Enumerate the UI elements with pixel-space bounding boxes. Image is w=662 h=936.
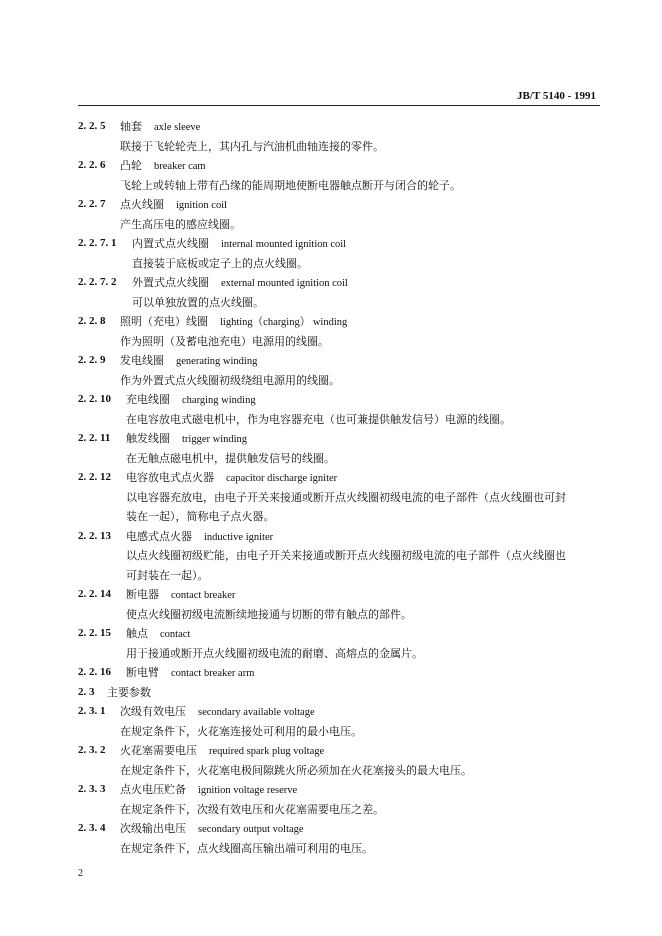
entry-number: 2. 2. 16 [78,666,111,678]
entry-heading [0,468,662,488]
entry-heading [0,624,662,644]
entry-term-english: contact breaker arm [171,668,255,679]
entry-term: 断电器 [126,588,159,601]
entry-definition-line [0,839,662,859]
entry-term-english: required spark plug voltage [209,746,325,757]
entry-heading [0,351,662,371]
entry-term-english: ignition coil [176,200,228,211]
entry-term-english: external mounted ignition coil [221,278,348,289]
header-rule [78,105,600,106]
entry-number: 2. 2. 10 [78,393,111,405]
entry-definition: 使点火线圈初级电流断续地接通与切断的带有触点的部件。 [126,607,412,621]
entry-number: 2. 2. 6 [78,159,106,171]
entry-number: 2. 2. 14 [78,588,111,600]
entry-heading [0,663,662,683]
entry-definition-line [0,293,662,313]
entry-definition: 以电容器充放电，由电子开关来接通或断开点火线圈初级电流的电子部件（点火线圈也可封 [126,490,566,504]
entry-number: 2. 2. 8 [78,315,106,327]
entry-number: 2. 2. 7. 2 [78,276,117,288]
page-number: 2 [78,868,83,879]
entry-term: 照明（充电）线圈 [120,315,208,328]
entry-term-english: secondary available voltage [198,707,315,718]
entry-definition: 联接于飞轮轮壳上，其内孔与汽油机曲轴连接的零件。 [120,139,384,153]
entry-number: 2. 2. 7. 1 [78,237,117,249]
entry-heading [0,273,662,293]
entry-term: 充电线圈 [126,393,170,406]
entry-definition-line [0,176,662,196]
entry-term: 外置式点火线圈 [132,276,209,289]
entry-definition: 在无触点磁电机中，提供触发信号的线圈。 [126,451,335,465]
entry-number: 2. 3. 4 [78,822,106,834]
entry-definition: 可以单独放置的点火线圈。 [132,295,264,309]
entry-heading [0,390,662,410]
entry-definition-line [0,488,662,508]
entry-heading [0,195,662,215]
entry-term-english: ignition voltage reserve [198,785,298,796]
entry-term-english: trigger winding [182,434,248,445]
entry-definition-line [0,332,662,352]
entry-definition-line [0,254,662,274]
entry-definition-line [0,800,662,820]
entry-term: 次级输出电压 [120,822,186,835]
entry-term-english: internal mounted ignition coil [221,239,347,250]
entry-definition: 在规定条件下，次级有效电压和火花塞需要电压之差。 [120,802,384,816]
entry-definition-line [0,546,662,566]
entry-definition: 在规定条件下，火花塞电极间隙跳火所必须加在火花塞接头的最大电压。 [120,763,472,777]
entry-term-english: lighting（charging） winding [220,317,348,328]
entry-term: 点火电压贮备 [120,783,186,796]
entry-number: 2. 2. 9 [78,354,106,366]
entry-heading [0,683,662,703]
entry-number: 2. 3. 2 [78,744,106,756]
entry-definition-line [0,722,662,742]
entry-definition-line [0,761,662,781]
entry-term-english: secondary output voltage [198,824,304,835]
entry-heading [0,780,662,800]
entry-heading [0,429,662,449]
entry-term-english: breaker cam [154,161,206,172]
entry-definition: 可封装在一起）。 [126,568,209,582]
entry-definition-line [0,449,662,469]
entry-term-english: contact breaker [171,590,236,601]
entry-definition-line [0,644,662,664]
entry-term: 断电臂 [126,666,159,679]
entry-heading [0,312,662,332]
entry-heading [0,234,662,254]
entry-definition: 在规定条件下，火花塞连接处可利用的最小电压。 [120,724,362,738]
entry-definition: 产生高压电的感应线圈。 [120,217,241,231]
entry-heading [0,702,662,722]
document-header: JB/T 5140 - 1991 [517,90,596,102]
entry-term: 轴套 [120,120,142,133]
entry-number: 2. 2. 12 [78,471,111,483]
entry-definition: 以点火线圈初级贮能，由电子开关来接通或断开点火线圈初级电流的电子部件（点火线圈也 [126,549,566,562]
entry-term: 内置式点火线圈 [132,237,209,250]
entry-definition: 作为照明（及蓄电池充电）电源用的线圈。 [120,334,329,348]
entry-definition: 在规定条件下，点火线圈高压输出端可利用的电压。 [120,841,373,855]
entry-term: 火花塞需要电压 [120,744,197,757]
entry-definition-line [0,410,662,430]
entry-definition: 在电容放电式磁电机中，作为电容器充电（也可兼提供触发信号）电源的线圈。 [126,412,511,426]
entry-heading [0,156,662,176]
entry-number: 2. 3. 1 [78,705,106,717]
entry-term-english: axle sleeve [154,122,201,133]
entry-number: 2. 2. 15 [78,627,111,639]
entry-heading [0,117,662,137]
entry-number: 2. 3 [78,685,95,698]
entry-term-english: capacitor discharge igniter [226,473,338,484]
entry-definition: 用于接通或断开点火线圈初级电流的耐磨、高熔点的金属片。 [126,646,423,660]
entry-definition-line [0,371,662,391]
entry-heading [0,741,662,761]
entry-definition: 直接装于底板或定子上的点火线圈。 [132,256,308,270]
entry-number: 2. 2. 13 [78,529,111,542]
entry-term: 触点 [126,627,148,640]
entry-definition: 飞轮上或转轴上带有凸缘的能周期地使断电器触点断开与闭合的轮子。 [120,178,461,192]
entry-term: 凸轮 [120,159,142,172]
entry-number: 2. 2. 11 [78,432,111,444]
entry-definition-line [0,507,662,527]
entry-term: 触发线圈 [126,432,170,445]
entry-term: 次级有效电压 [120,705,186,718]
entry-term-english: inductive igniter [204,531,274,543]
entry-definition-line [0,215,662,235]
entry-term-english: contact [160,629,191,640]
entry-term: 发电线圈 [120,354,164,367]
entry-definition: 装在一起），简称电子点火器。 [126,510,275,523]
entries-list [0,117,662,858]
entry-heading [0,527,662,547]
entry-term: 主要参数 [107,685,151,699]
entry-term-english: charging winding [182,395,256,406]
entry-number: 2. 2. 5 [78,120,106,132]
entry-term-english: generating winding [176,356,258,367]
entry-term: 点火线圈 [120,198,164,211]
entry-number: 2. 2. 7 [78,198,106,210]
entry-definition-line [0,566,662,586]
entry-term: 电容放电式点火器 [126,471,214,484]
entry-heading [0,819,662,839]
entry-heading [0,585,662,605]
entry-term: 电感式点火器 [126,529,192,543]
entry-definition-line [0,605,662,625]
entry-number: 2. 3. 3 [78,783,106,795]
entry-definition-line [0,137,662,157]
entry-definition: 作为外置式点火线圈初级绕组电源用的线圈。 [120,373,340,387]
